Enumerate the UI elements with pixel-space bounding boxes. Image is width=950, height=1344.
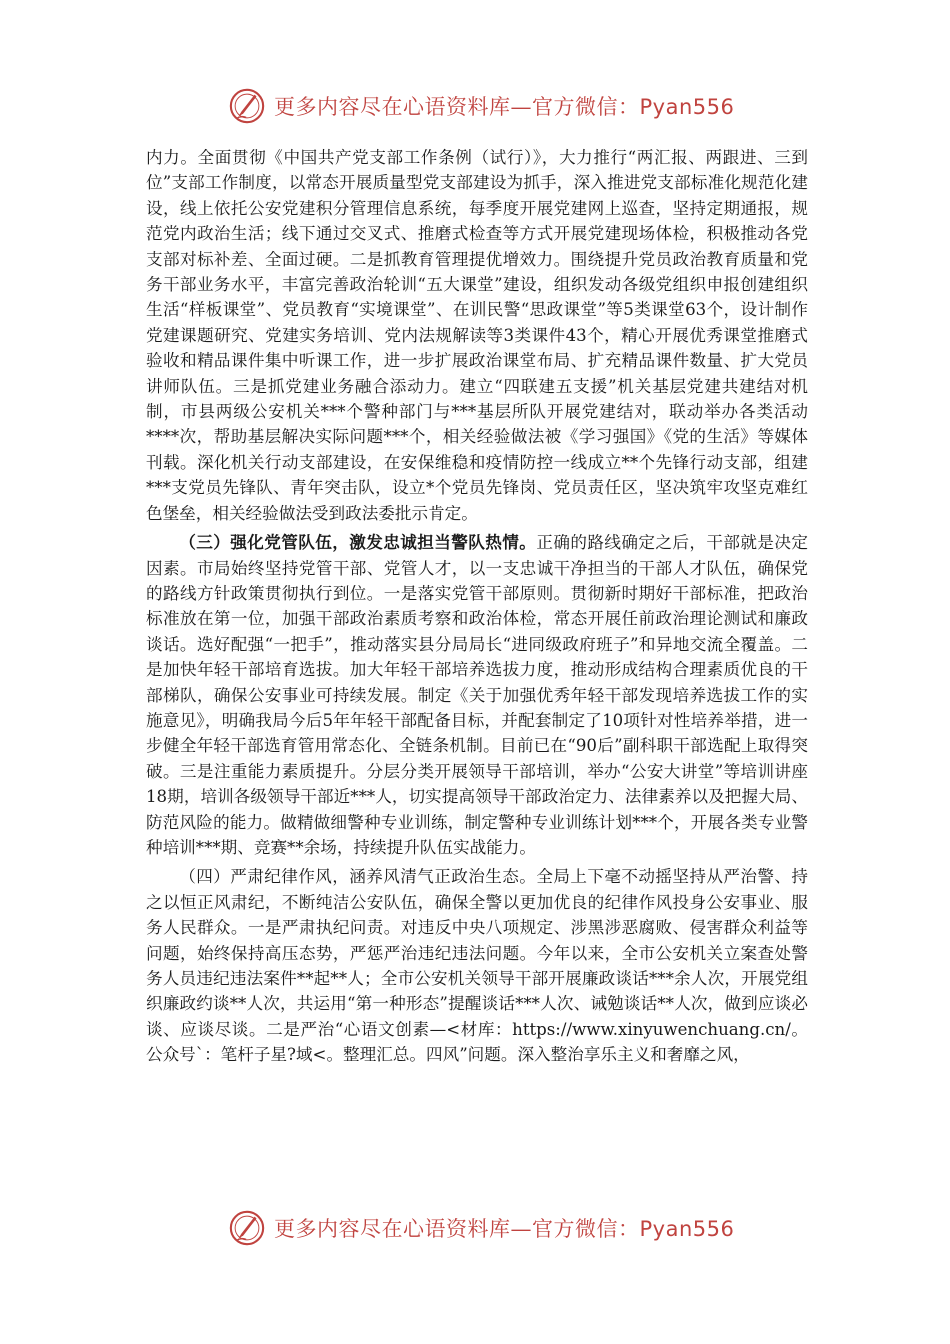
paragraph-1 bbox=[146, 145, 808, 526]
banner-text bbox=[274, 91, 734, 121]
paragraph-2 bbox=[146, 530, 808, 860]
banner-text-main: 更多内容尽在心语资料库— bbox=[274, 95, 532, 119]
pen-nib-logo-icon bbox=[228, 1209, 266, 1247]
pen-nib-logo-icon bbox=[228, 87, 266, 125]
paragraph-1-text: 内力。全面贯彻《中国共产党支部工作条例（试行）》，大力推行“两汇报、两跟进、三到位”支部工作制度，以常态开展质量型党支部建设为抓手，深入推进党支部标准化规范化建设，线上依托公安党建积分管理信息系统，每季度开展党建网上巡查，坚持定期通报，规范党内政治生活；线下通过交叉式、推磨式检查等方式开展党建现场体检，积极推动各党支部对标补差、全面过硬。二是抓教育管理提优增效力。围绕提升党员政治教育质量和党务干部业务水平，丰富完善政治轮训“五大课堂”建设，组织发动各级党组织申报创建组织生活“样板课堂”、党员教育“实境课堂”、在训民警“思政课堂”等5类课堂63个，设计制作党建课题研究、党建实务培训、党内法规解读等3类课件43个，精心开展优秀课堂推磨式验收和精品课件集中听课工作，进一步扩展政治课堂布局、扩充精品课件数量、扩大党员讲师队伍。三是抓党建业务融合添动力。建立“四联建五支援”机关基层党建共建结对机制，市县两级公安机关***个警种部门与***基层所队开展党建结对，联动举办各类活动****次，帮助基层解决实际问题***个，相关经验做法被《学习强国》《党的生活》等媒体刊载。深化机关行动支部建设，在安保维稳和疫情防控一线成立**个先锋行动支部，组建***支党员先锋队、青年突击队，设立*个党员先锋岗、党员责任区，坚决筑牢攻坚克难红色堡垒，相关经验做法受到政法委批示肯定。 bbox=[146, 148, 808, 523]
banner-text bbox=[274, 1213, 734, 1243]
header-watermark-banner bbox=[228, 84, 734, 128]
banner-text-main: 更多内容尽在心语资料库— bbox=[274, 1217, 532, 1241]
banner-wechat: 官方微信：Pyan556 bbox=[532, 1217, 735, 1241]
document-body bbox=[146, 145, 808, 1068]
banner-wechat: 官方微信：Pyan556 bbox=[532, 95, 735, 119]
paragraph-2-heading: （三）强化党管队伍，激发忠诚担当警队热情。 bbox=[179, 532, 537, 553]
paragraph-3-text: （四）严肃纪律作风，涵养风清气正政治生态。全局上下毫不动摇坚持从严治警、持之以恒正风肃纪，不断纯洁公安队伍，确保全警以更加优良的纪律作风投身公安事业、服务人民群众。一是严肃执纪问责。对违反中央八项规定、涉黑涉恶腐败、侵害群众利益等问题，始终保持高压态势，严惩严治违纪违法问题。今年以来，全市公安机关立案查处警务人员违纪违法案件**起**人；全市公安机关领导干部开展廉政谈话***余人次，开展党组织廉政约谈**人次，共运用“第一种形态”提醒谈话***人次、诫勉谈话**人次，做到应谈必谈、应谈尽谈。二是严治“心语文创素—<材库：https://www.xinyuwenchuang.cn/。公众号`：笔杆子星?域<。整理汇总。四风”问题。深入整治享乐主义和奢靡之风， bbox=[146, 867, 808, 1065]
footer-watermark-banner bbox=[228, 1206, 734, 1250]
paragraph-3 bbox=[146, 864, 808, 1067]
paragraph-2-text: 正确的路线确定之后，干部就是决定因素。市局始终坚持党管干部、党管人才，以一支忠诚干净担当的干部人才队伍，确保党的路线方针政策贯彻执行到位。一是落实党管干部原则。贯彻新时期好干部标准，把政治标准放在第一位，加强干部政治素质考察和政治体检，常态开展任前政治理论测试和廉政谈话。选好配强“一把手”，推动落实县分局局长“进同级政府班子”和异地交流全覆盖。二是加快年轻干部培育选拔。加大年轻干部培养选拔力度，推动形成结构合理素质优良的干部梯队，确保公安事业可持续发展。制定《关于加强优秀年轻干部发现培养选拔工作的实施意见》，明确我局今后5年年轻干部配备目标，并配套制定了10项针对性培养举措，进一步健全年轻干部选育管用常态化、全链条机制。目前已在“90后”副科职干部选配上取得突破。三是注重能力素质提升。分层分类开展领导干部培训，举办“公安大讲堂”等培训讲座18期，培训各级领导干部近***人，切实提高领导干部政治定力、法律素养以及把握大局、防范风险的能力。做精做细警种专业训练，制定警种专业训练计划***个，开展各类专业警种培训***期、竞赛**余场，持续提升队伍实战能力。 bbox=[146, 533, 809, 857]
